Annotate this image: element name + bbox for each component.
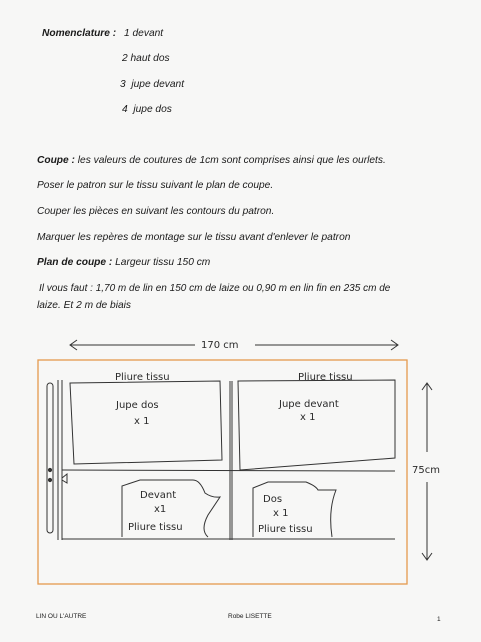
step-1: Poser le patron sur le tissu suivant le plan de coupe.	[37, 180, 274, 191]
jupe-devant-name: Jupe devant	[279, 399, 339, 410]
footer-center: Robe LISETTE	[228, 613, 272, 620]
dos-name: Dos	[263, 494, 283, 505]
selvedge-marker	[47, 380, 67, 540]
jupe-dos-qty: x 1	[134, 416, 150, 427]
footer-left: LIN OU L'AUTRE	[36, 613, 87, 620]
devant-qty: x1	[154, 504, 167, 515]
item-text: jupe dos	[133, 104, 172, 115]
coupe-label: Coupe :	[37, 155, 75, 166]
item-text: jupe devant	[131, 79, 185, 90]
page-number: 1	[437, 616, 441, 623]
divider-line	[62, 470, 395, 471]
jupe-dos-name: Jupe dos	[116, 400, 159, 411]
item-text: devant	[132, 28, 164, 39]
dos-qty: x 1	[273, 508, 289, 519]
item-number: 4	[122, 104, 128, 115]
height-label: 75cm	[412, 465, 440, 476]
plan-text: Largeur tissu 150 cm	[115, 257, 211, 268]
fabric-needed-line2: laize. Et 2 m de biais	[37, 300, 131, 311]
plan-label: Plan de coupe :	[37, 257, 113, 268]
nomenclature-label: Nomenclature :	[42, 28, 117, 39]
item-text: haut dos	[130, 53, 170, 64]
item-number: 2	[122, 53, 128, 64]
devant-name: Devant	[140, 490, 177, 501]
fabric-outline	[38, 360, 407, 584]
item-number: 3	[120, 79, 126, 90]
dos-fold-label: Pliure tissu	[258, 524, 313, 535]
width-label: 170 cm	[201, 340, 239, 351]
step-2: Couper les pièces en suivant les contours du patron.	[37, 206, 275, 217]
fabric-needed-line1: Il vous faut : 1,70 m de lin en 150 cm de laize ou 0,90 m en lin fin en 235 cm de	[39, 283, 391, 294]
jupe-dos-fold-label: Pliure tissu	[115, 372, 170, 383]
jupe-devant-qty: x 1	[300, 412, 316, 423]
piece-jupe-devant	[238, 380, 395, 470]
step-3: Marquer les repères de montage sur le tissu avant d'enlever le patron	[37, 232, 351, 243]
devant-fold-label: Pliure tissu	[128, 522, 183, 533]
coupe-text: les valeurs de coutures de 1cm sont comprises ainsi que les ourlets.	[77, 155, 386, 166]
jupe-devant-fold-label: Pliure tissu	[298, 372, 353, 383]
item-number: 1	[124, 28, 130, 39]
